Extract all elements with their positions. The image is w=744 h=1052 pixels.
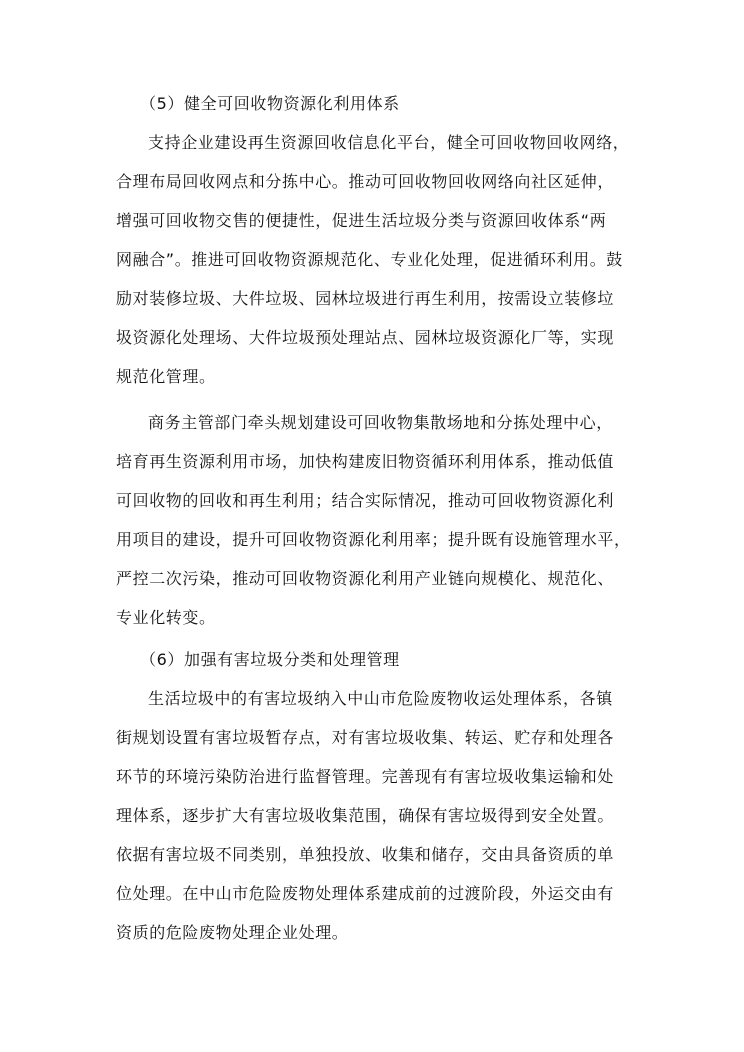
paragraph-line: 网融合”。推进可回收物资源规范化、专业化处理，促进循环利用。鼓 (116, 250, 623, 269)
paragraph-line: 支持企业建设再生资源回收信息化平台，健全可回收物回收网络， (148, 133, 630, 152)
paragraph-line: 商务主管部门牵头规划建设可回收物集散场地和分拣处理中心， (148, 413, 613, 432)
paragraph-line: 生活垃圾中的有害垃圾纳入中山市危险废物收运处理体系，各镇 (148, 689, 613, 708)
paragraph-line: 街规划设置有害垃圾暂存点，对有害垃圾收集、转运、贮存和处理各 (116, 728, 615, 747)
section-6-heading-text: （6）加强有害垃圾分类和处理管理 (140, 650, 400, 669)
paragraph-line: 资质的危险废物处理企业处理。 (116, 923, 349, 942)
paragraph-line: 培育再生资源利用市场，加快构建废旧物资循环利用体系，推动低值 (116, 452, 615, 471)
paragraph-line: 励对装修垃圾、大件垃圾、园林垃圾进行再生利用，按需设立装修垃 (116, 289, 615, 308)
paragraph-line: 严控二次污染，推动可回收物资源化利用产业链向规模化、规范化、 (116, 569, 615, 588)
paragraph-line: 增强可回收物交售的便捷性，促进生活垃圾分类与资源回收体系“两 (116, 211, 607, 230)
paragraph-line: 规范化管理。 (116, 367, 216, 386)
paragraph-line: 环节的环境污染防治进行监督管理。完善现有有害垃圾收集运输和处 (116, 767, 615, 786)
paragraph-line: 依据有害垃圾不同类别，单独投放、收集和储存，交由具备资质的单 (116, 845, 615, 864)
section-5-heading-text: （5）健全可回收物资源化利用体系 (140, 94, 400, 113)
paragraph-line: 合理布局回收网点和分拣中心。推动可回收物回收网络向社区延伸， (116, 172, 615, 191)
paragraph-line: 用项目的建设，提升可回收物资源化利用率；提升既有设施管理水平， (116, 530, 631, 549)
paragraph-line: 理体系，逐步扩大有害垃圾收集范围，确保有害垃圾得到安全处置。 (116, 806, 615, 825)
paragraph-line: 位处理。在中山市危险废物处理体系建成前的过渡阶段，外运交由有 (116, 884, 615, 903)
paragraph-line: 可回收物的回收和再生利用；结合实际情况，推动可回收物资源化利 (116, 491, 615, 510)
paragraph-line: 专业化转变。 (116, 608, 216, 627)
paragraph-line: 圾资源化处理场、大件垃圾预处理站点、园林垃圾资源化厂等，实现 (116, 328, 615, 347)
